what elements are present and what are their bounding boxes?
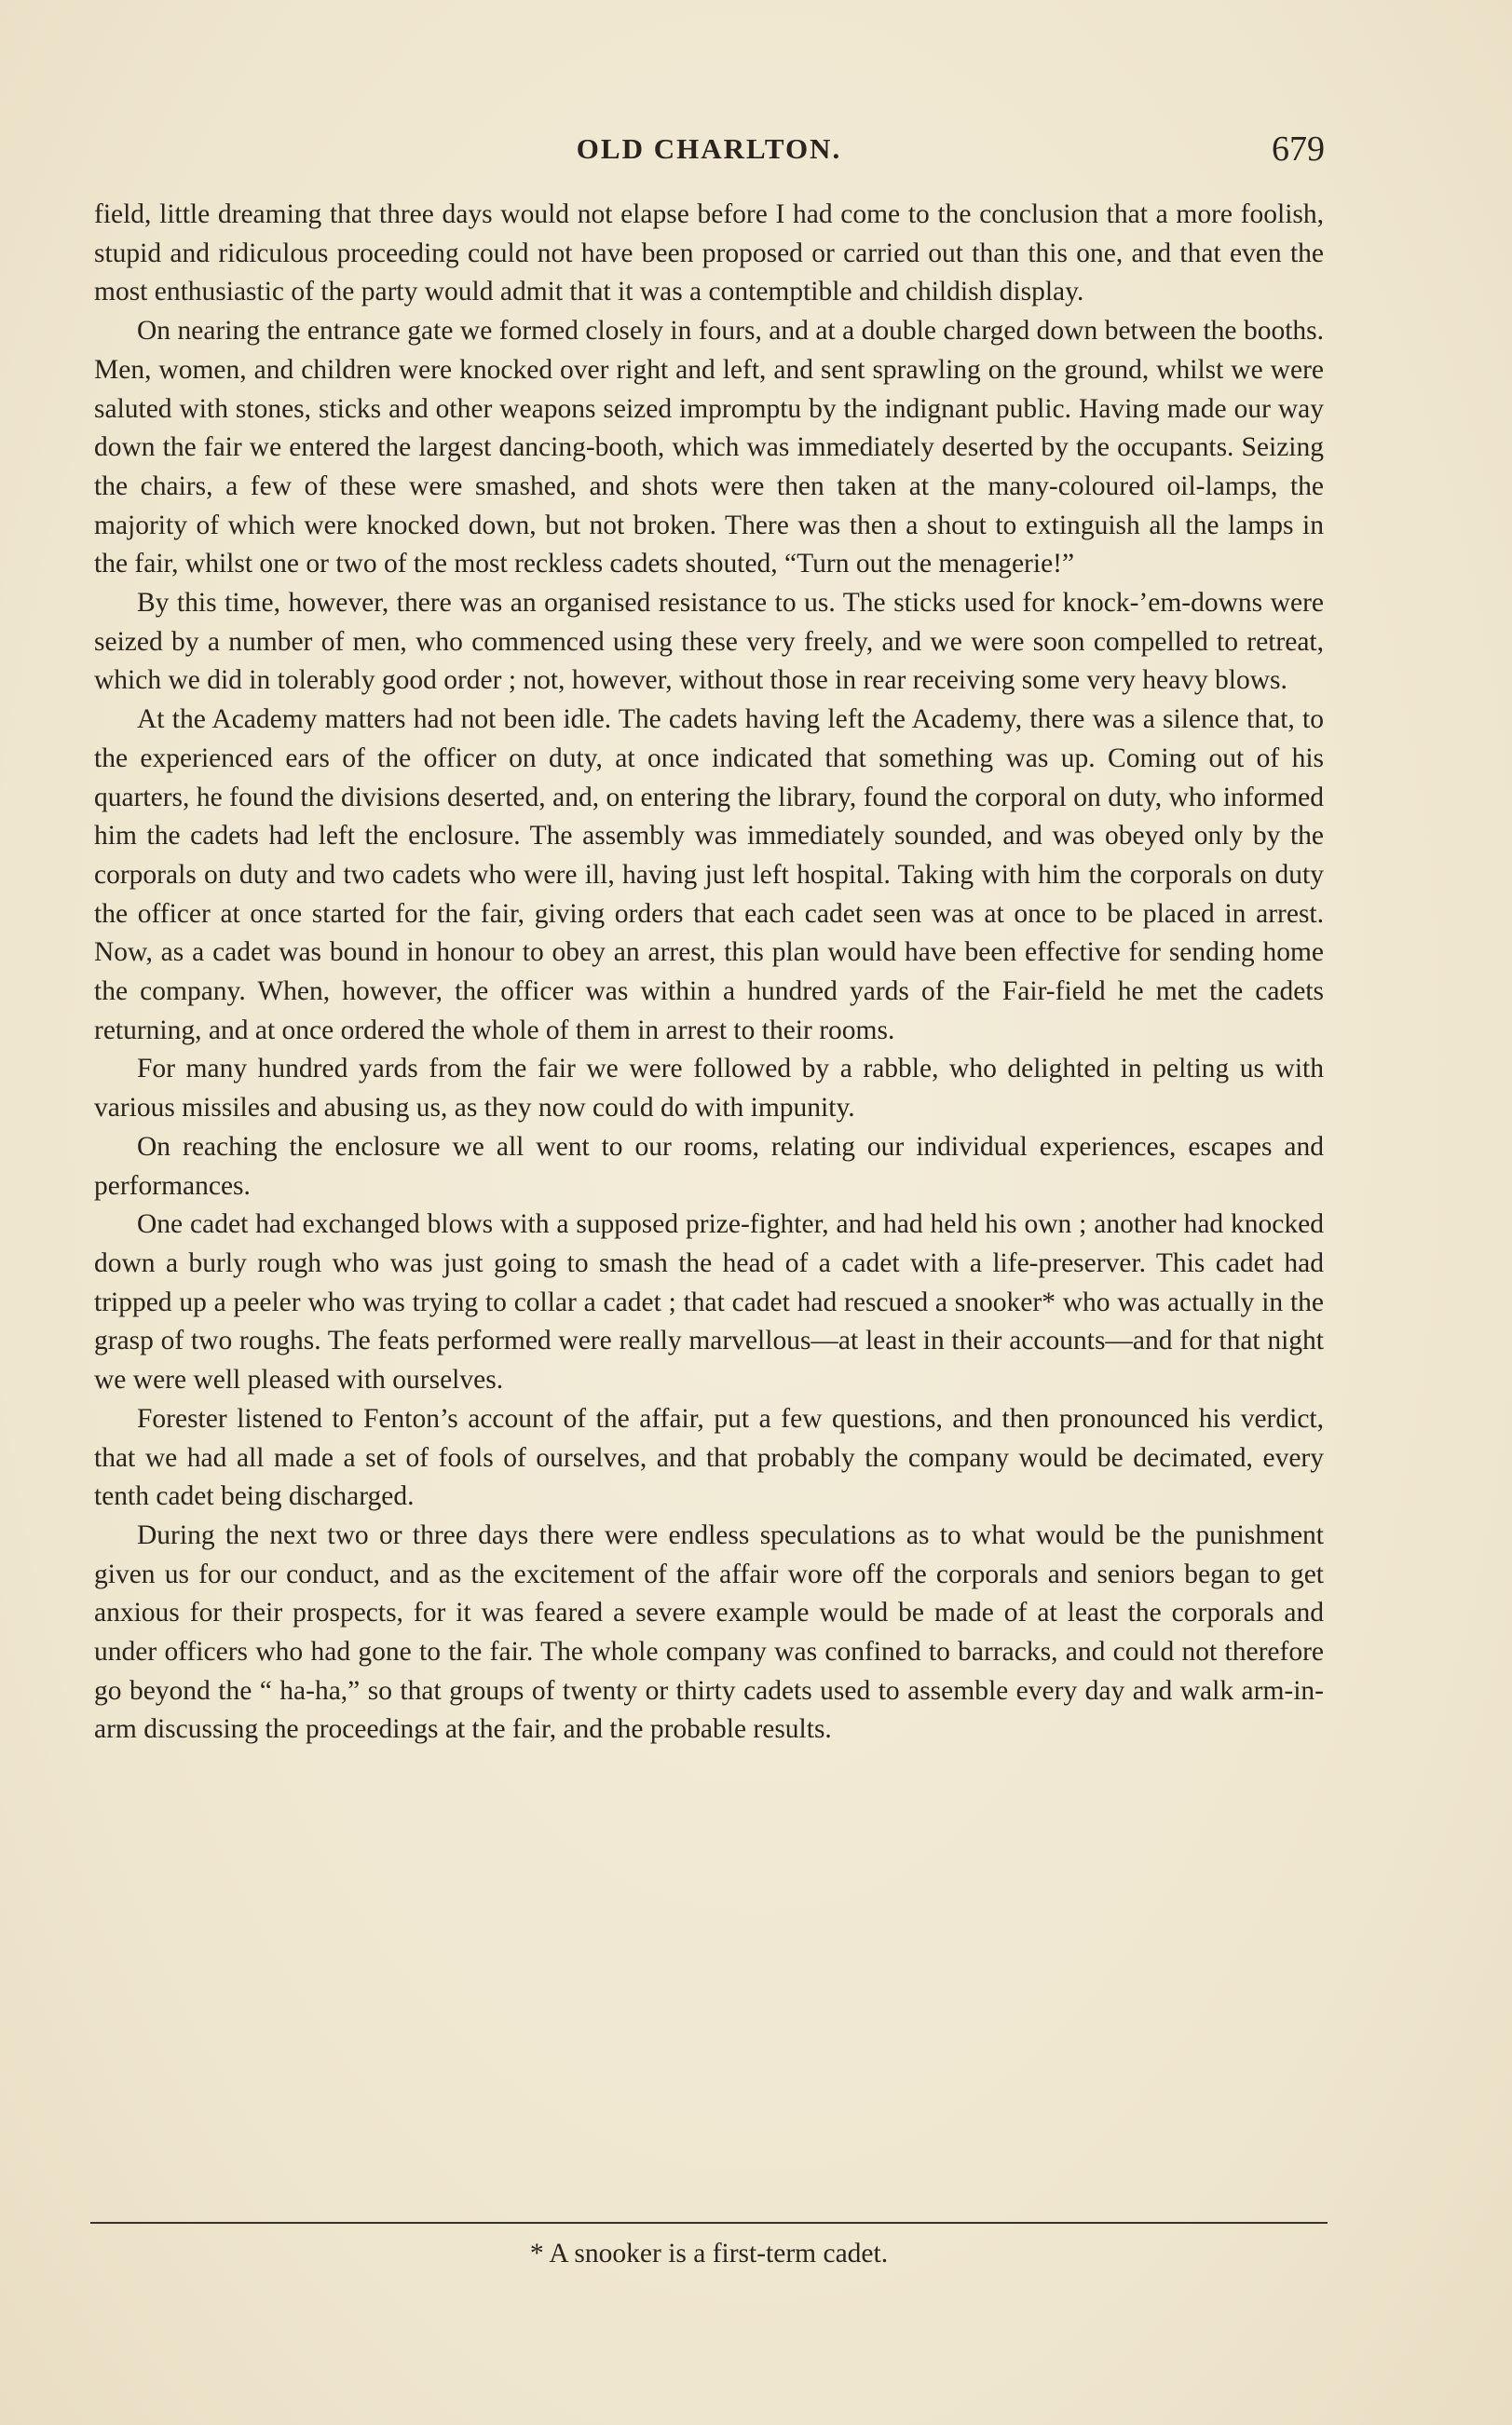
paragraph: By this time, however, there was an organised resistance to us. The sticks used for knock-’em-downs were seized by a number of men, who commenced using these very freely, and we were soon compelled to retreat, which we did in tolerably good order ; not, however, without those in rear receiving some very heavy blows.	[94, 588, 1324, 696]
running-title: OLD CHARLTON.	[576, 132, 842, 165]
paragraph: On nearing the entrance gate we formed closely in fours, and at a double charged down between the booths. Men, women, and children were knocked over right and left, and sent sprawling on the ground, whilst we were saluted with stones, sticks and other weapons seized impromptu by the indignant public. Having made our way down the fair we entered the largest dancing-booth, which was immediately deserted by the occupants. Seizing the chairs, a few of these were smashed, and shots were then taken at the many-coloured oil-lamps, the majority of which were knocked down, but not broken. There was then a shout to extinguish all the lamps in the fair, whilst one or two of the most reckless cadets shouted, “Turn out the menagerie!”	[94, 316, 1324, 579]
paragraph: On reaching the enclosure we all went to our rooms, relating our individual experiences, escapes and performances.	[94, 1131, 1324, 1201]
page-number: 679	[1272, 129, 1325, 169]
body-text	[94, 196, 1324, 1750]
paragraph: One cadet had exchanged blows with a supposed prize-fighter, and had held his own ; another had knocked down a burly rough who was just going to smash the head of a cadet with a life-preserver. This cadet had tripped up a peeler who was trying to collar a cadet ; that cadet had rescued a snooker* who was actually in the grasp of two roughs. The feats performed were really marvellous—at least in their accounts—and for that night we were well pleased with ourselves.	[94, 1209, 1324, 1396]
paragraph: field, little dreaming that three days would not elapse before I had come to the conclusion that a more foolish, stupid and ridiculous proceeding could not have been proposed or carried out than this one, and that even the most enthusiastic of the party would admit that it was a contemptible and childish display.	[94, 199, 1324, 307]
paragraph: At the Academy matters had not been idle. The cadets having left the Academy, there was a silence that, to the experienced ears of the officer on duty, at once indicated that something was up. Coming out of his quarters, he found the divisions deserted, and, on entering the library, found the corporal on duty, who informed him the cadets had left the enclosure. The assembly was immediately sounded, and was obeyed only by the corporals on duty and two cadets who were ill, having just left hospital. Taking with him the corporals on duty the officer at once started for the fair, giving orders that each cadet seen was at once to be placed in arrest. Now, as a cadet was bound in honour to obey an arrest, this plan would have been effective for sending home the company. When, however, the officer was within a hundred yards of the Fair-field he met the cadets returning, and at once ordered the whole of them in arrest to their rooms.	[94, 704, 1324, 1045]
paragraph: Forester listened to Fenton’s account of the affair, put a few questions, and then pronounced his verdict, that we had all made a set of fools of ourselves, and that probably the company would be decimated, every tenth cadet being discharged.	[94, 1403, 1324, 1512]
paragraph: During the next two or three days there were endless speculations as to what would be the punishment given us for our conduct, and as the excitement of the affair wore off the corporals and seniors began to get anxious for their prospects, for it was feared a severe example would be made of at least the corporals and under officers who had gone to the fair. The whole company was confined to barracks, and could not therefore go beyond the “ ha-ha,” so that groups of twenty or thirty cadets used to assemble every day and walk arm-in-arm discussing the proceedings at the fair, and the probable results.	[94, 1519, 1324, 1745]
paragraph: For many hundred yards from the fair we were followed by a rabble, who delighted in pelting us with various missiles and abusing us, as they now could do with impunity.	[94, 1054, 1324, 1124]
running-head	[93, 129, 1325, 170]
footnote: * A snooker is a first-term cadet.	[529, 2239, 889, 2268]
footnote-divider	[90, 2222, 1328, 2224]
